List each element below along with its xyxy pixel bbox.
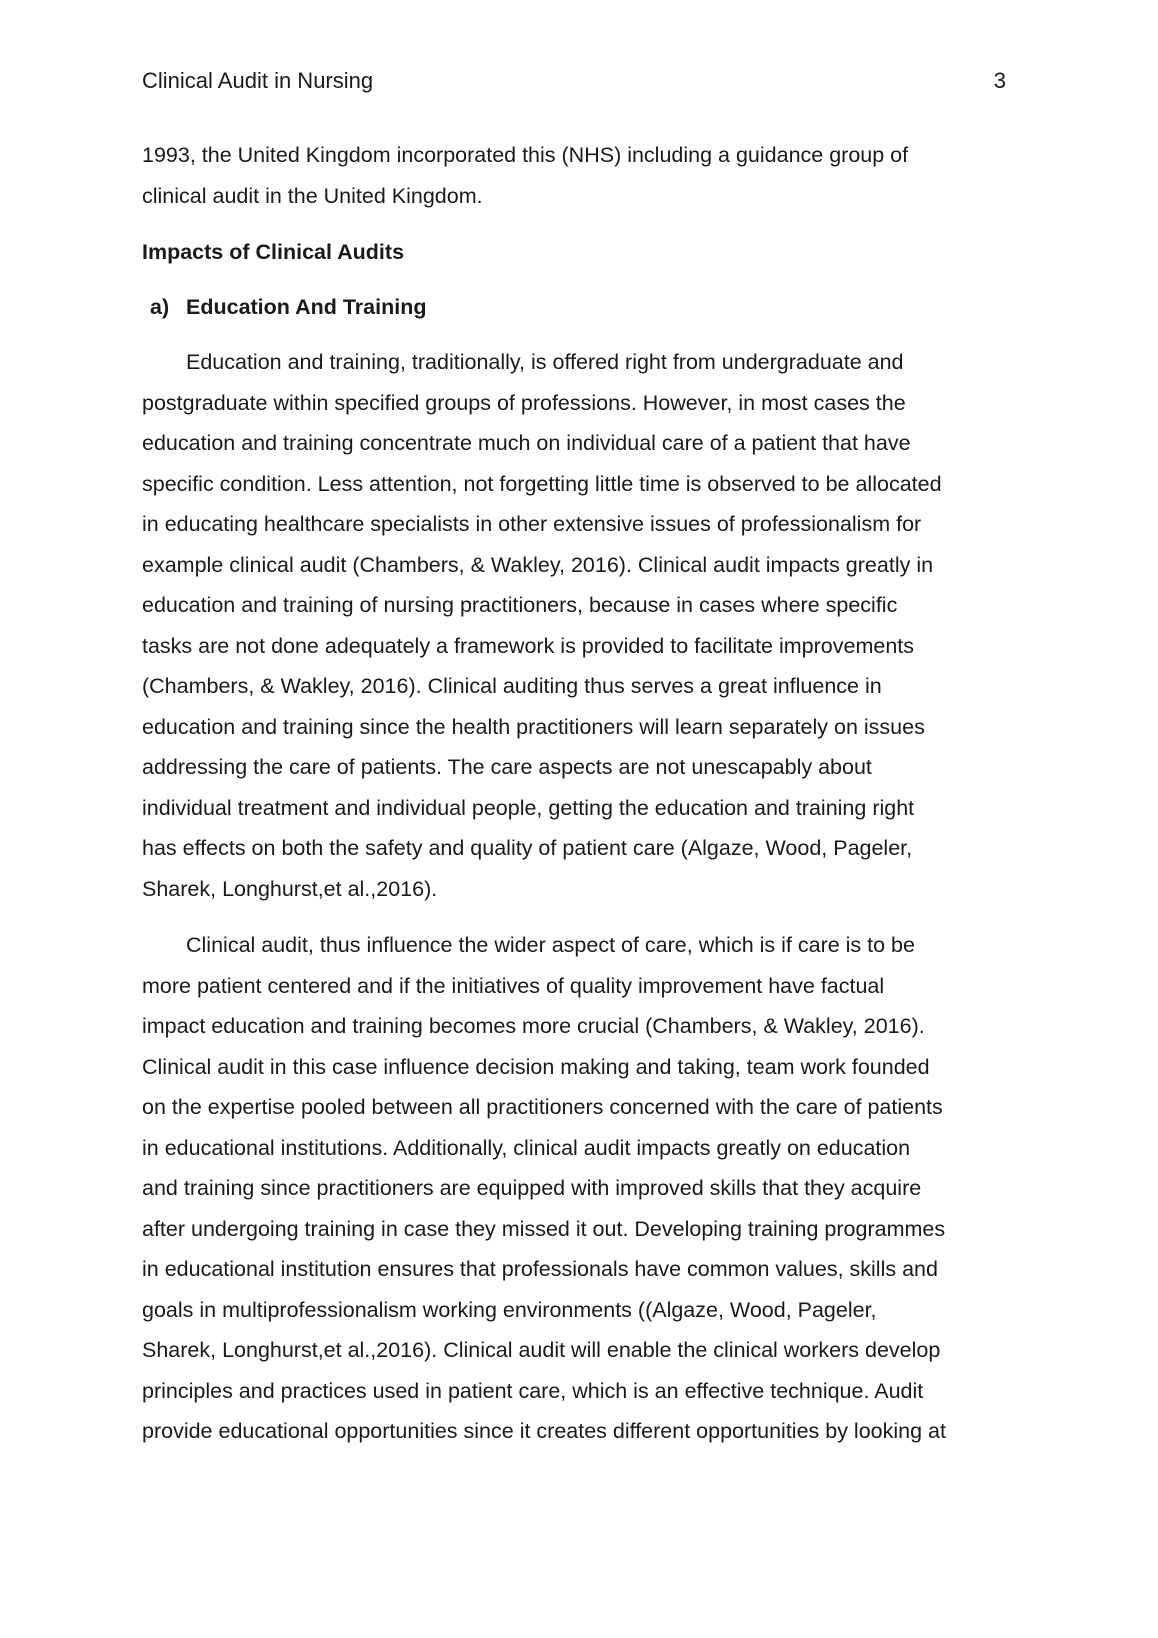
paragraph-line: after undergoing training in case they missed it out. Developing training programmes	[142, 1216, 946, 1241]
subsection-heading	[142, 287, 1028, 327]
section-heading: Impacts of Clinical Audits	[142, 240, 405, 264]
paragraph-line: tasks are not done adequately a framework is provided to facilitate improvements	[142, 633, 915, 658]
paragraph-line: (Chambers, & Wakley, 2016). Clinical auditing thus serves a great influence in	[142, 674, 882, 698]
running-head-title: Clinical Audit in Nursing	[142, 68, 374, 93]
paragraph-line: on the expertise pooled between all practitioners concerned with the care of patients	[142, 1095, 943, 1119]
paragraph-line: Sharek, Longhurst,et al.,2016). Clinical audit will enable the clinical workers develop	[142, 1338, 941, 1362]
document-body	[142, 135, 1028, 1452]
paragraph-line: goals in multiprofessionalism working environments ((Algaze, Wood, Pageler,	[142, 1297, 877, 1322]
paragraph-line: principles and practices used in patient care, which is an effective technique. Audit	[142, 1378, 924, 1403]
subsection-title: Education And Training	[186, 295, 427, 319]
intro-paragraph	[142, 135, 1028, 216]
paragraph-line: provide educational opportunities since it creates different opportunities by looking at	[142, 1419, 946, 1443]
paragraph-line: education and training since the health practitioners will learn separately on issues	[142, 714, 925, 739]
paragraph-line: has effects on both the safety and quality of patient care (Algaze, Wood, Pageler,	[142, 836, 913, 860]
paragraph-line: Education and training, traditionally, is offered right from undergraduate and	[186, 350, 904, 374]
paragraph-line: in educational institutions. Additionally, clinical audit impacts greatly on education	[142, 1135, 911, 1160]
paragraph-line: education and training of nursing practitioners, because in cases where specific	[142, 593, 898, 617]
paragraph-line: example clinical audit (Chambers, & Wakley, 2016). Clinical audit impacts greatly in	[142, 552, 934, 577]
paragraph-line: Clinical audit, thus influence the wider aspect of care, which is if care is to be	[186, 933, 915, 957]
paragraph-line: in educating healthcare specialists in other extensive issues of professionalism for	[142, 512, 922, 536]
paragraph-line: in educational institution ensures that professionals have common values, skills and	[142, 1257, 938, 1281]
paragraph-line: Sharek, Longhurst,et al.,2016).	[142, 876, 438, 901]
paragraph-line: specific condition. Less attention, not forgetting little time is observed to be allocated	[142, 471, 942, 496]
paragraph-line: impact education and training becomes more crucial (Chambers, & Wakley, 2016).	[142, 1014, 925, 1038]
paragraph-line: addressing the care of patients. The care aspects are not unescapably about	[142, 755, 872, 779]
intro-line: clinical audit in the United Kingdom.	[142, 183, 483, 208]
page-header	[142, 66, 1006, 96]
paragraph-line: postgraduate within specified groups of professions. However, in most cases the	[142, 390, 906, 415]
paragraph-line: education and training concentrate much on individual care of a patient that have	[142, 431, 911, 455]
paragraph-line: Clinical audit in this case influence decision making and taking, team work founded	[142, 1054, 930, 1079]
paragraph-line: individual treatment and individual people, getting the education and training right	[142, 795, 915, 820]
body-paragraph-1	[142, 342, 1028, 909]
page-number: 3	[993, 68, 1006, 93]
intro-line: 1993, the United Kingdom incorporated this (NHS) including a guidance group of	[142, 143, 909, 167]
list-marker: a)	[150, 295, 170, 319]
paragraph-line: more patient centered and if the initiatives of quality improvement have factual	[142, 973, 885, 998]
body-paragraph-2	[142, 925, 1028, 1452]
paragraph-line: and training since practitioners are equipped with improved skills that they acquire	[142, 1176, 922, 1200]
